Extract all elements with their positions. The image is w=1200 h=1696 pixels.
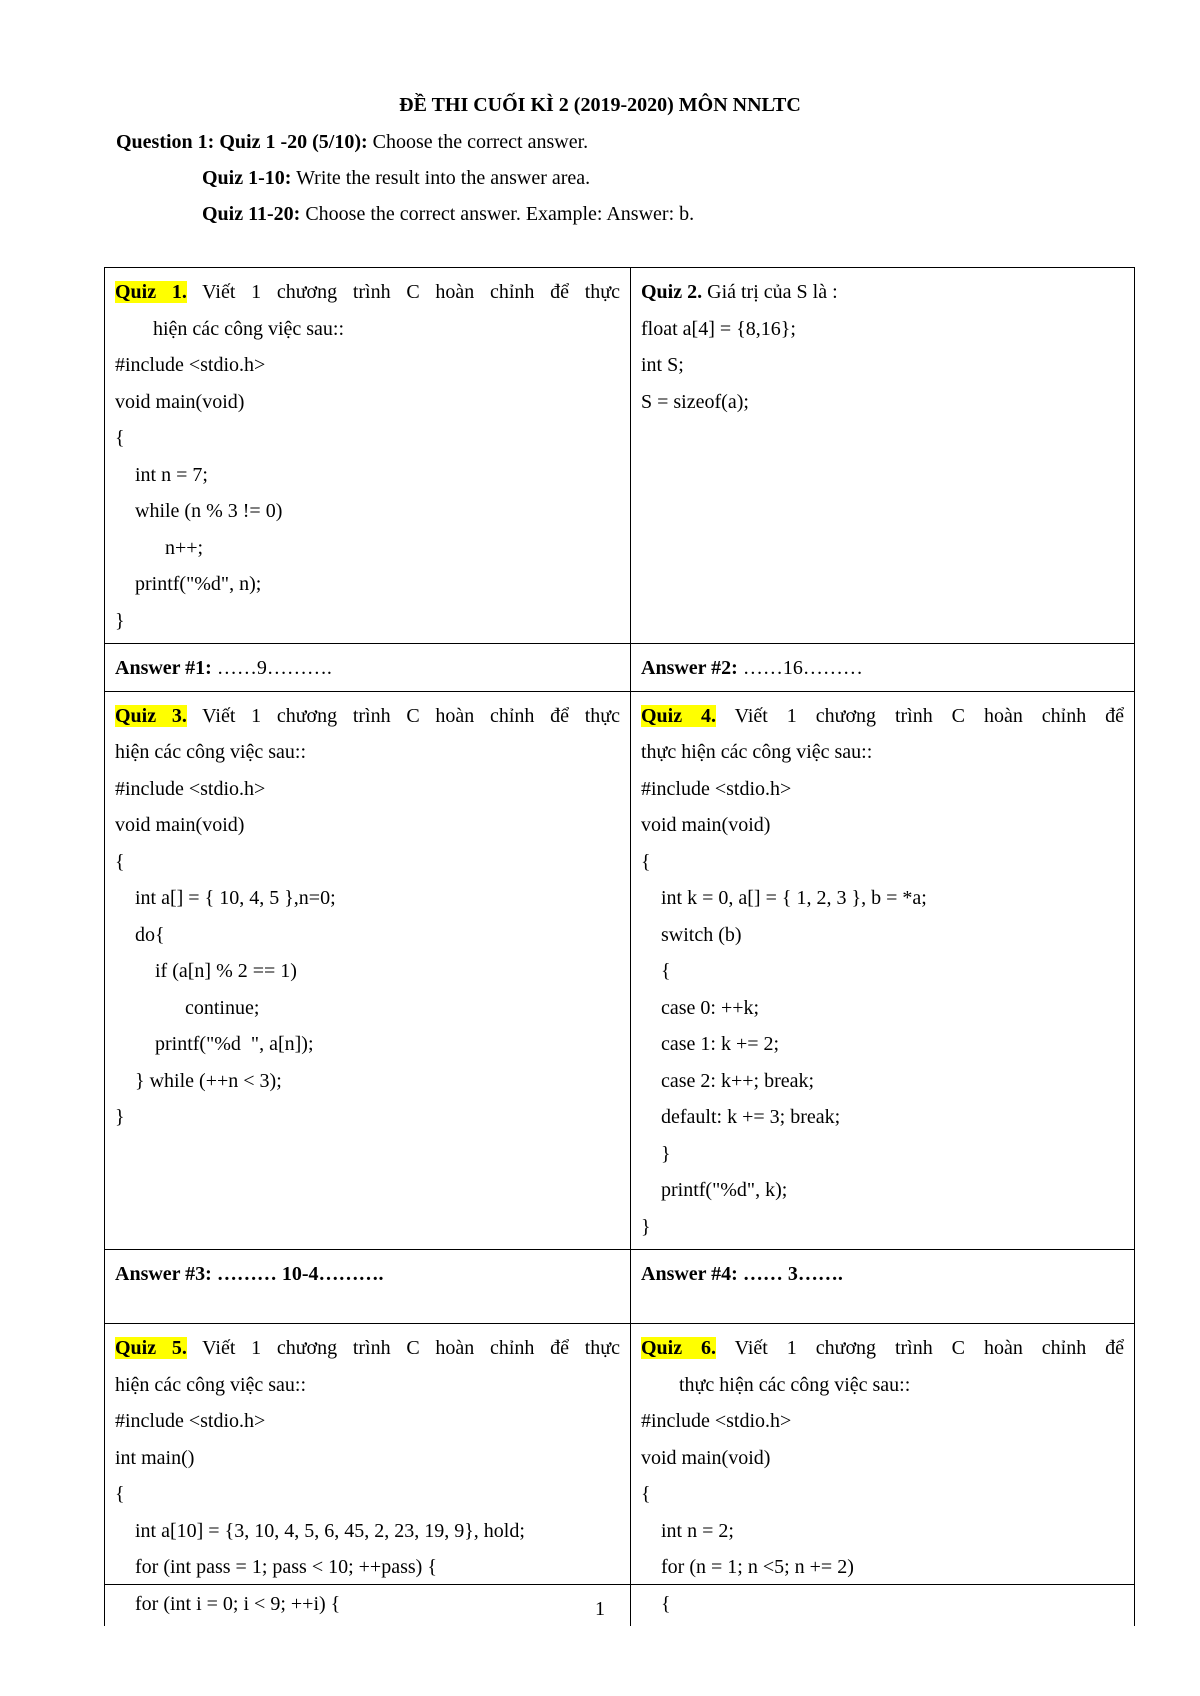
quiz-2-desc-text: Giá trị của S là : [702,281,838,303]
quiz-row-5-6 [105,1324,1135,1627]
quiz-3-desc-line1: Viết 1 chương trình C hoàn chỉnh để thực [186,704,620,727]
quiz-1-desc-line2: hiện các công việc sau:: [153,317,345,340]
instruction-line-3 [202,203,694,226]
answer-3-label: Answer #3: [115,1263,212,1285]
answer-2-value: ……16……… [737,657,863,679]
quiz-row-1-2 [105,268,1135,644]
quiz-2-cell [631,268,1135,644]
instruction-3-heading: Quiz 11-20: [202,203,301,225]
instruction-1-text: Choose the correct answer. [367,131,589,153]
quiz-5-cell [105,1324,631,1627]
instruction-1-heading: Question 1: Quiz 1 -20 (5/10): [116,131,368,153]
instruction-3-text: Choose the correct answer. Example: Answer: b. [300,203,695,225]
quiz-1-desc [115,274,620,311]
quiz-6-code: #include <stdio.h> void main(void) { int n = 2; for (n = 1; n <5; n += 2) { [641,1410,854,1615]
quiz-3-desc [115,698,620,735]
instruction-line-1 [116,131,588,154]
quiz-6-label: Quiz 6. [641,1337,717,1359]
quiz-1-cell [105,268,631,644]
quiz-6-desc-line2: thực hiện các công việc sau:: [679,1373,911,1396]
answer-row-1-2 [105,644,1135,692]
answer-4-cell [631,1250,1135,1324]
quiz-3-label: Quiz 3. [115,704,187,727]
answer-row-3-4 [105,1250,1135,1324]
quiz-4-desc-line1: Viết 1 chương trình C hoàn chỉnh để [716,704,1124,727]
quiz-5-code: #include <stdio.h> int main() { int a[10] = {3, 10, 4, 5, 6, 45, 2, 23, 19, 9}, hold; for (int pass = 1; pass < 10; ++pass) { for (int i = 0; i < 9; ++i) { [115,1410,525,1615]
answer-2-label: Answer #2: [641,657,738,679]
quiz-3-code: #include <stdio.h> void main(void) { int a[] = { 10, 4, 5 },n=0; do{ if (a[n] % 2 == 1) continue; printf("%d ", a[n]); } while (++n < 3); } [115,777,336,1128]
quiz-5-label: Quiz 5. [115,1337,187,1359]
quiz-5-desc [115,1330,620,1367]
answer-4-label: Answer #4: [641,1263,738,1285]
quiz-2-desc [641,274,1124,311]
quiz-4-label: Quiz 4. [641,704,717,727]
quiz-row-3-4 [105,691,1135,1250]
quiz-1-label: Quiz 1. [115,281,187,303]
answer-4-value: …… 3……. [737,1263,843,1285]
quiz-4-code: #include <stdio.h> void main(void) { int k = 0, a[] = { 1, 2, 3 }, b = *a; switch (b) { case 0: ++k; case 1: k += 2; case 2: k++; break; default: k += 3; break; } printf("%d", k); } [641,777,927,1238]
quiz-3-desc-line2: hiện các công việc sau:: [115,741,307,763]
quiz-4-cell [631,691,1135,1250]
document-title: ĐỀ THI CUỐI KÌ 2 (2019-2020) MÔN NNLTC [399,94,801,116]
instruction-line-2 [202,167,590,190]
answer-3-value: ……… 10-4………. [211,1263,384,1285]
answer-1-cell [105,644,631,692]
quiz-6-desc [641,1330,1124,1367]
quiz-6-desc-line1: Viết 1 chương trình C hoàn chỉnh để [716,1337,1124,1359]
quiz-2-code: float a[4] = {8,16}; int S; S = sizeof(a); [641,317,796,413]
quiz-1-code: #include <stdio.h> void main(void) { int n = 7; while (n % 3 != 0) n++; printf("%d", n); } [115,354,283,632]
table-bottom-border [104,1584,1134,1585]
quiz-table [104,267,1135,1626]
quiz-3-cell [105,691,631,1250]
page-number: 1 [595,1598,605,1620]
quiz-1-desc-line1: Viết 1 chương trình C hoàn chỉnh để thực [186,281,620,303]
answer-1-value: ……9………. [211,657,332,679]
quiz-4-desc-line2: thực hiện các công việc sau:: [641,741,873,763]
quiz-4-desc [641,698,1124,735]
answer-2-cell [631,644,1135,692]
instruction-2-heading: Quiz 1-10: [202,167,292,189]
answer-1-label: Answer #1: [115,657,212,679]
quiz-5-desc-line1: Viết 1 chương trình C hoàn chỉnh để thực [186,1337,620,1359]
instruction-2-text: Write the result into the answer area. [291,167,591,189]
answer-3-cell [105,1250,631,1324]
quiz-2-label: Quiz 2. [641,281,703,303]
quiz-5-desc-line2: hiện các công việc sau:: [115,1373,307,1396]
quiz-6-cell [631,1324,1135,1627]
